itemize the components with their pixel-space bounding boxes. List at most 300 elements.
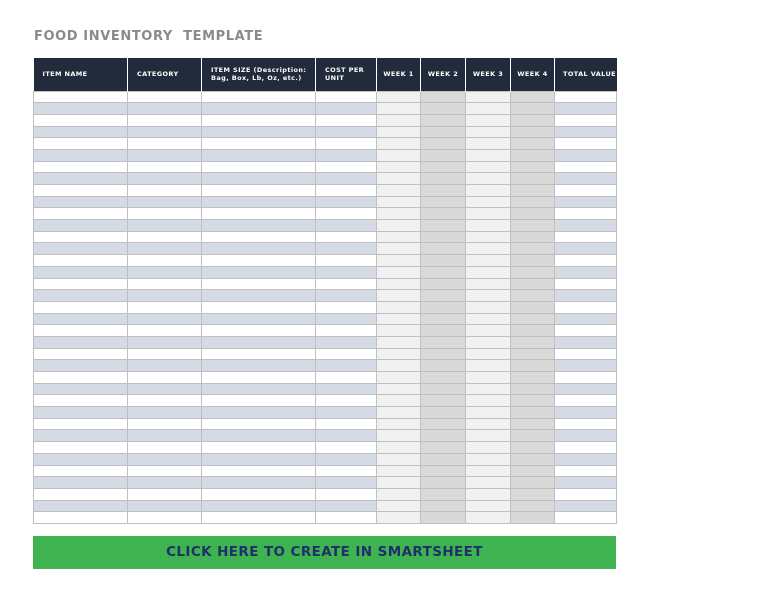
table-cell[interactable] <box>466 301 511 313</box>
table-cell[interactable] <box>377 301 421 313</box>
table-cell[interactable] <box>316 161 377 173</box>
table-cell[interactable] <box>421 114 466 126</box>
table-cell[interactable] <box>555 395 617 407</box>
table-cell[interactable] <box>34 477 128 489</box>
table-cell[interactable] <box>34 185 128 197</box>
table-cell[interactable] <box>511 383 555 395</box>
table-cell[interactable] <box>202 465 316 477</box>
table-cell[interactable] <box>377 442 421 454</box>
table-cell[interactable] <box>316 220 377 232</box>
table-cell[interactable] <box>511 231 555 243</box>
table-cell[interactable] <box>511 453 555 465</box>
table-cell[interactable] <box>466 348 511 360</box>
table-cell[interactable] <box>202 301 316 313</box>
table-cell[interactable] <box>128 149 202 161</box>
table-cell[interactable] <box>377 372 421 384</box>
table-cell[interactable] <box>202 231 316 243</box>
table-cell[interactable] <box>316 360 377 372</box>
table-cell[interactable] <box>128 313 202 325</box>
table-cell[interactable] <box>202 173 316 185</box>
table-cell[interactable] <box>466 418 511 430</box>
table-cell[interactable] <box>511 500 555 512</box>
table-cell[interactable] <box>466 161 511 173</box>
table-cell[interactable] <box>202 208 316 220</box>
table-cell[interactable] <box>202 313 316 325</box>
table-cell[interactable] <box>316 477 377 489</box>
table-cell[interactable] <box>34 301 128 313</box>
table-cell[interactable] <box>128 395 202 407</box>
table-cell[interactable] <box>34 325 128 337</box>
table-cell[interactable] <box>511 418 555 430</box>
table-cell[interactable] <box>466 407 511 419</box>
table-cell[interactable] <box>202 149 316 161</box>
table-cell[interactable] <box>466 231 511 243</box>
table-cell[interactable] <box>128 488 202 500</box>
table-cell[interactable] <box>466 103 511 115</box>
table-cell[interactable] <box>555 231 617 243</box>
table-cell[interactable] <box>555 103 617 115</box>
table-cell[interactable] <box>377 465 421 477</box>
table-cell[interactable] <box>555 196 617 208</box>
table-cell[interactable] <box>466 220 511 232</box>
table-cell[interactable] <box>377 290 421 302</box>
table-cell[interactable] <box>316 290 377 302</box>
table-cell[interactable] <box>202 372 316 384</box>
table-cell[interactable] <box>34 336 128 348</box>
table-cell[interactable] <box>421 126 466 138</box>
table-cell[interactable] <box>202 91 316 103</box>
table-cell[interactable] <box>202 418 316 430</box>
table-cell[interactable] <box>511 512 555 524</box>
table-cell[interactable] <box>128 138 202 150</box>
table-cell[interactable] <box>128 453 202 465</box>
table-cell[interactable] <box>377 243 421 255</box>
table-cell[interactable] <box>34 231 128 243</box>
table-cell[interactable] <box>555 360 617 372</box>
table-cell[interactable] <box>421 196 466 208</box>
table-cell[interactable] <box>34 500 128 512</box>
table-cell[interactable] <box>511 126 555 138</box>
table-cell[interactable] <box>128 383 202 395</box>
table-cell[interactable] <box>421 266 466 278</box>
table-cell[interactable] <box>34 266 128 278</box>
table-cell[interactable] <box>34 418 128 430</box>
table-cell[interactable] <box>202 290 316 302</box>
table-cell[interactable] <box>316 255 377 267</box>
table-cell[interactable] <box>555 243 617 255</box>
table-cell[interactable] <box>511 91 555 103</box>
table-cell[interactable] <box>202 500 316 512</box>
table-cell[interactable] <box>466 266 511 278</box>
table-cell[interactable] <box>316 372 377 384</box>
table-cell[interactable] <box>466 114 511 126</box>
table-cell[interactable] <box>34 173 128 185</box>
table-cell[interactable] <box>377 185 421 197</box>
table-cell[interactable] <box>377 138 421 150</box>
table-cell[interactable] <box>316 278 377 290</box>
table-cell[interactable] <box>316 138 377 150</box>
table-cell[interactable] <box>555 220 617 232</box>
table-cell[interactable] <box>511 442 555 454</box>
table-cell[interactable] <box>377 208 421 220</box>
table-cell[interactable] <box>34 126 128 138</box>
table-cell[interactable] <box>377 348 421 360</box>
table-cell[interactable] <box>316 395 377 407</box>
table-cell[interactable] <box>202 138 316 150</box>
table-cell[interactable] <box>555 138 617 150</box>
table-cell[interactable] <box>128 325 202 337</box>
table-cell[interactable] <box>421 453 466 465</box>
table-cell[interactable] <box>511 290 555 302</box>
table-cell[interactable] <box>34 255 128 267</box>
table-cell[interactable] <box>128 465 202 477</box>
table-cell[interactable] <box>511 149 555 161</box>
table-cell[interactable] <box>377 278 421 290</box>
table-cell[interactable] <box>466 477 511 489</box>
table-cell[interactable] <box>421 313 466 325</box>
table-cell[interactable] <box>377 418 421 430</box>
table-cell[interactable] <box>466 500 511 512</box>
table-cell[interactable] <box>421 231 466 243</box>
table-cell[interactable] <box>555 430 617 442</box>
table-cell[interactable] <box>466 488 511 500</box>
table-cell[interactable] <box>377 500 421 512</box>
table-cell[interactable] <box>34 430 128 442</box>
table-cell[interactable] <box>421 161 466 173</box>
table-cell[interactable] <box>316 488 377 500</box>
table-cell[interactable] <box>555 114 617 126</box>
table-cell[interactable] <box>421 395 466 407</box>
table-cell[interactable] <box>466 138 511 150</box>
table-cell[interactable] <box>128 512 202 524</box>
table-cell[interactable] <box>377 336 421 348</box>
table-cell[interactable] <box>555 173 617 185</box>
table-cell[interactable] <box>34 372 128 384</box>
table-cell[interactable] <box>466 196 511 208</box>
table-cell[interactable] <box>202 453 316 465</box>
table-cell[interactable] <box>128 360 202 372</box>
table-cell[interactable] <box>34 161 128 173</box>
table-cell[interactable] <box>128 208 202 220</box>
table-cell[interactable] <box>202 360 316 372</box>
table-cell[interactable] <box>128 161 202 173</box>
table-cell[interactable] <box>421 512 466 524</box>
table-cell[interactable] <box>555 325 617 337</box>
table-cell[interactable] <box>466 453 511 465</box>
table-cell[interactable] <box>377 313 421 325</box>
table-cell[interactable] <box>511 313 555 325</box>
table-cell[interactable] <box>34 243 128 255</box>
table-cell[interactable] <box>34 278 128 290</box>
table-cell[interactable] <box>202 126 316 138</box>
table-cell[interactable] <box>316 500 377 512</box>
table-cell[interactable] <box>421 348 466 360</box>
table-cell[interactable] <box>421 430 466 442</box>
table-cell[interactable] <box>377 512 421 524</box>
table-cell[interactable] <box>377 453 421 465</box>
table-cell[interactable] <box>202 196 316 208</box>
table-cell[interactable] <box>128 255 202 267</box>
table-cell[interactable] <box>34 220 128 232</box>
table-cell[interactable] <box>466 290 511 302</box>
table-cell[interactable] <box>555 126 617 138</box>
table-cell[interactable] <box>202 325 316 337</box>
table-cell[interactable] <box>128 266 202 278</box>
table-cell[interactable] <box>466 383 511 395</box>
table-cell[interactable] <box>316 243 377 255</box>
table-cell[interactable] <box>555 185 617 197</box>
table-cell[interactable] <box>421 243 466 255</box>
table-cell[interactable] <box>421 138 466 150</box>
table-cell[interactable] <box>555 336 617 348</box>
table-cell[interactable] <box>421 442 466 454</box>
table-cell[interactable] <box>421 418 466 430</box>
table-cell[interactable] <box>421 103 466 115</box>
table-cell[interactable] <box>466 360 511 372</box>
table-cell[interactable] <box>34 138 128 150</box>
table-cell[interactable] <box>421 255 466 267</box>
table-cell[interactable] <box>202 220 316 232</box>
table-cell[interactable] <box>511 325 555 337</box>
create-in-smartsheet-button[interactable]: CLICK HERE TO CREATE IN SMARTSHEET <box>33 536 616 569</box>
table-cell[interactable] <box>377 430 421 442</box>
table-cell[interactable] <box>511 430 555 442</box>
table-cell[interactable] <box>466 465 511 477</box>
table-cell[interactable] <box>202 255 316 267</box>
table-cell[interactable] <box>316 301 377 313</box>
table-cell[interactable] <box>511 348 555 360</box>
table-cell[interactable] <box>555 161 617 173</box>
table-cell[interactable] <box>555 465 617 477</box>
table-cell[interactable] <box>202 185 316 197</box>
table-cell[interactable] <box>316 325 377 337</box>
table-cell[interactable] <box>128 290 202 302</box>
table-cell[interactable] <box>128 336 202 348</box>
table-cell[interactable] <box>316 453 377 465</box>
table-cell[interactable] <box>128 231 202 243</box>
table-cell[interactable] <box>202 442 316 454</box>
table-cell[interactable] <box>128 477 202 489</box>
table-cell[interactable] <box>511 278 555 290</box>
table-cell[interactable] <box>466 442 511 454</box>
table-cell[interactable] <box>377 255 421 267</box>
table-cell[interactable] <box>555 407 617 419</box>
table-cell[interactable] <box>511 266 555 278</box>
table-cell[interactable] <box>316 418 377 430</box>
table-cell[interactable] <box>466 325 511 337</box>
table-cell[interactable] <box>466 243 511 255</box>
table-cell[interactable] <box>34 114 128 126</box>
table-cell[interactable] <box>421 465 466 477</box>
table-cell[interactable] <box>555 383 617 395</box>
table-cell[interactable] <box>421 500 466 512</box>
table-cell[interactable] <box>34 313 128 325</box>
table-cell[interactable] <box>316 313 377 325</box>
table-cell[interactable] <box>421 208 466 220</box>
table-cell[interactable] <box>466 512 511 524</box>
table-cell[interactable] <box>202 430 316 442</box>
table-cell[interactable] <box>128 418 202 430</box>
table-cell[interactable] <box>511 301 555 313</box>
table-cell[interactable] <box>466 336 511 348</box>
table-cell[interactable] <box>128 91 202 103</box>
table-cell[interactable] <box>555 91 617 103</box>
table-cell[interactable] <box>555 477 617 489</box>
table-cell[interactable] <box>555 266 617 278</box>
table-cell[interactable] <box>34 348 128 360</box>
table-cell[interactable] <box>511 255 555 267</box>
table-cell[interactable] <box>202 161 316 173</box>
table-cell[interactable] <box>316 208 377 220</box>
table-cell[interactable] <box>555 500 617 512</box>
table-cell[interactable] <box>128 442 202 454</box>
table-cell[interactable] <box>34 512 128 524</box>
table-cell[interactable] <box>377 407 421 419</box>
table-cell[interactable] <box>34 149 128 161</box>
table-cell[interactable] <box>377 325 421 337</box>
table-cell[interactable] <box>511 161 555 173</box>
table-cell[interactable] <box>511 477 555 489</box>
table-cell[interactable] <box>511 465 555 477</box>
table-cell[interactable] <box>34 453 128 465</box>
table-cell[interactable] <box>421 278 466 290</box>
table-cell[interactable] <box>202 512 316 524</box>
table-cell[interactable] <box>128 278 202 290</box>
table-cell[interactable] <box>202 278 316 290</box>
table-cell[interactable] <box>34 208 128 220</box>
table-cell[interactable] <box>555 290 617 302</box>
table-cell[interactable] <box>377 266 421 278</box>
table-cell[interactable] <box>377 103 421 115</box>
table-cell[interactable] <box>316 512 377 524</box>
table-cell[interactable] <box>316 442 377 454</box>
table-cell[interactable] <box>128 348 202 360</box>
table-cell[interactable] <box>421 220 466 232</box>
table-cell[interactable] <box>511 336 555 348</box>
table-cell[interactable] <box>421 91 466 103</box>
table-cell[interactable] <box>202 266 316 278</box>
table-cell[interactable] <box>316 266 377 278</box>
table-cell[interactable] <box>128 220 202 232</box>
table-cell[interactable] <box>555 418 617 430</box>
table-cell[interactable] <box>511 372 555 384</box>
table-cell[interactable] <box>316 185 377 197</box>
table-cell[interactable] <box>128 103 202 115</box>
table-cell[interactable] <box>511 173 555 185</box>
table-cell[interactable] <box>466 278 511 290</box>
table-cell[interactable] <box>202 407 316 419</box>
table-cell[interactable] <box>377 231 421 243</box>
table-cell[interactable] <box>316 430 377 442</box>
table-cell[interactable] <box>511 208 555 220</box>
table-cell[interactable] <box>421 488 466 500</box>
table-cell[interactable] <box>511 138 555 150</box>
table-cell[interactable] <box>511 185 555 197</box>
table-cell[interactable] <box>202 336 316 348</box>
table-cell[interactable] <box>511 360 555 372</box>
table-cell[interactable] <box>377 126 421 138</box>
table-cell[interactable] <box>316 91 377 103</box>
table-cell[interactable] <box>202 395 316 407</box>
table-cell[interactable] <box>555 149 617 161</box>
table-cell[interactable] <box>511 114 555 126</box>
table-cell[interactable] <box>466 149 511 161</box>
table-cell[interactable] <box>377 220 421 232</box>
table-cell[interactable] <box>202 488 316 500</box>
table-cell[interactable] <box>466 185 511 197</box>
table-cell[interactable] <box>316 465 377 477</box>
table-cell[interactable] <box>555 313 617 325</box>
table-cell[interactable] <box>34 360 128 372</box>
table-cell[interactable] <box>466 126 511 138</box>
table-cell[interactable] <box>555 442 617 454</box>
table-cell[interactable] <box>34 488 128 500</box>
table-cell[interactable] <box>316 196 377 208</box>
table-cell[interactable] <box>466 255 511 267</box>
table-cell[interactable] <box>377 360 421 372</box>
table-cell[interactable] <box>128 243 202 255</box>
table-cell[interactable] <box>128 196 202 208</box>
table-cell[interactable] <box>555 512 617 524</box>
table-cell[interactable] <box>511 243 555 255</box>
table-cell[interactable] <box>128 372 202 384</box>
table-cell[interactable] <box>511 395 555 407</box>
table-cell[interactable] <box>316 383 377 395</box>
table-cell[interactable] <box>34 290 128 302</box>
table-cell[interactable] <box>128 185 202 197</box>
table-cell[interactable] <box>316 407 377 419</box>
table-cell[interactable] <box>34 395 128 407</box>
table-cell[interactable] <box>466 173 511 185</box>
table-cell[interactable] <box>555 278 617 290</box>
table-cell[interactable] <box>377 477 421 489</box>
table-cell[interactable] <box>128 407 202 419</box>
table-cell[interactable] <box>421 325 466 337</box>
table-cell[interactable] <box>128 126 202 138</box>
table-cell[interactable] <box>34 103 128 115</box>
table-cell[interactable] <box>316 231 377 243</box>
table-cell[interactable] <box>466 91 511 103</box>
table-cell[interactable] <box>421 290 466 302</box>
table-cell[interactable] <box>555 488 617 500</box>
table-cell[interactable] <box>316 149 377 161</box>
table-cell[interactable] <box>555 372 617 384</box>
table-cell[interactable] <box>555 208 617 220</box>
table-cell[interactable] <box>511 103 555 115</box>
table-cell[interactable] <box>34 196 128 208</box>
table-cell[interactable] <box>511 488 555 500</box>
table-cell[interactable] <box>202 114 316 126</box>
table-cell[interactable] <box>128 114 202 126</box>
table-cell[interactable] <box>421 477 466 489</box>
table-cell[interactable] <box>34 383 128 395</box>
table-cell[interactable] <box>316 114 377 126</box>
table-cell[interactable] <box>34 465 128 477</box>
table-cell[interactable] <box>316 126 377 138</box>
table-cell[interactable] <box>316 173 377 185</box>
table-cell[interactable] <box>555 348 617 360</box>
table-cell[interactable] <box>466 208 511 220</box>
table-cell[interactable] <box>421 173 466 185</box>
table-cell[interactable] <box>202 383 316 395</box>
table-cell[interactable] <box>128 173 202 185</box>
table-cell[interactable] <box>128 301 202 313</box>
table-cell[interactable] <box>316 103 377 115</box>
table-cell[interactable] <box>34 91 128 103</box>
table-cell[interactable] <box>421 383 466 395</box>
table-cell[interactable] <box>202 243 316 255</box>
table-cell[interactable] <box>421 372 466 384</box>
